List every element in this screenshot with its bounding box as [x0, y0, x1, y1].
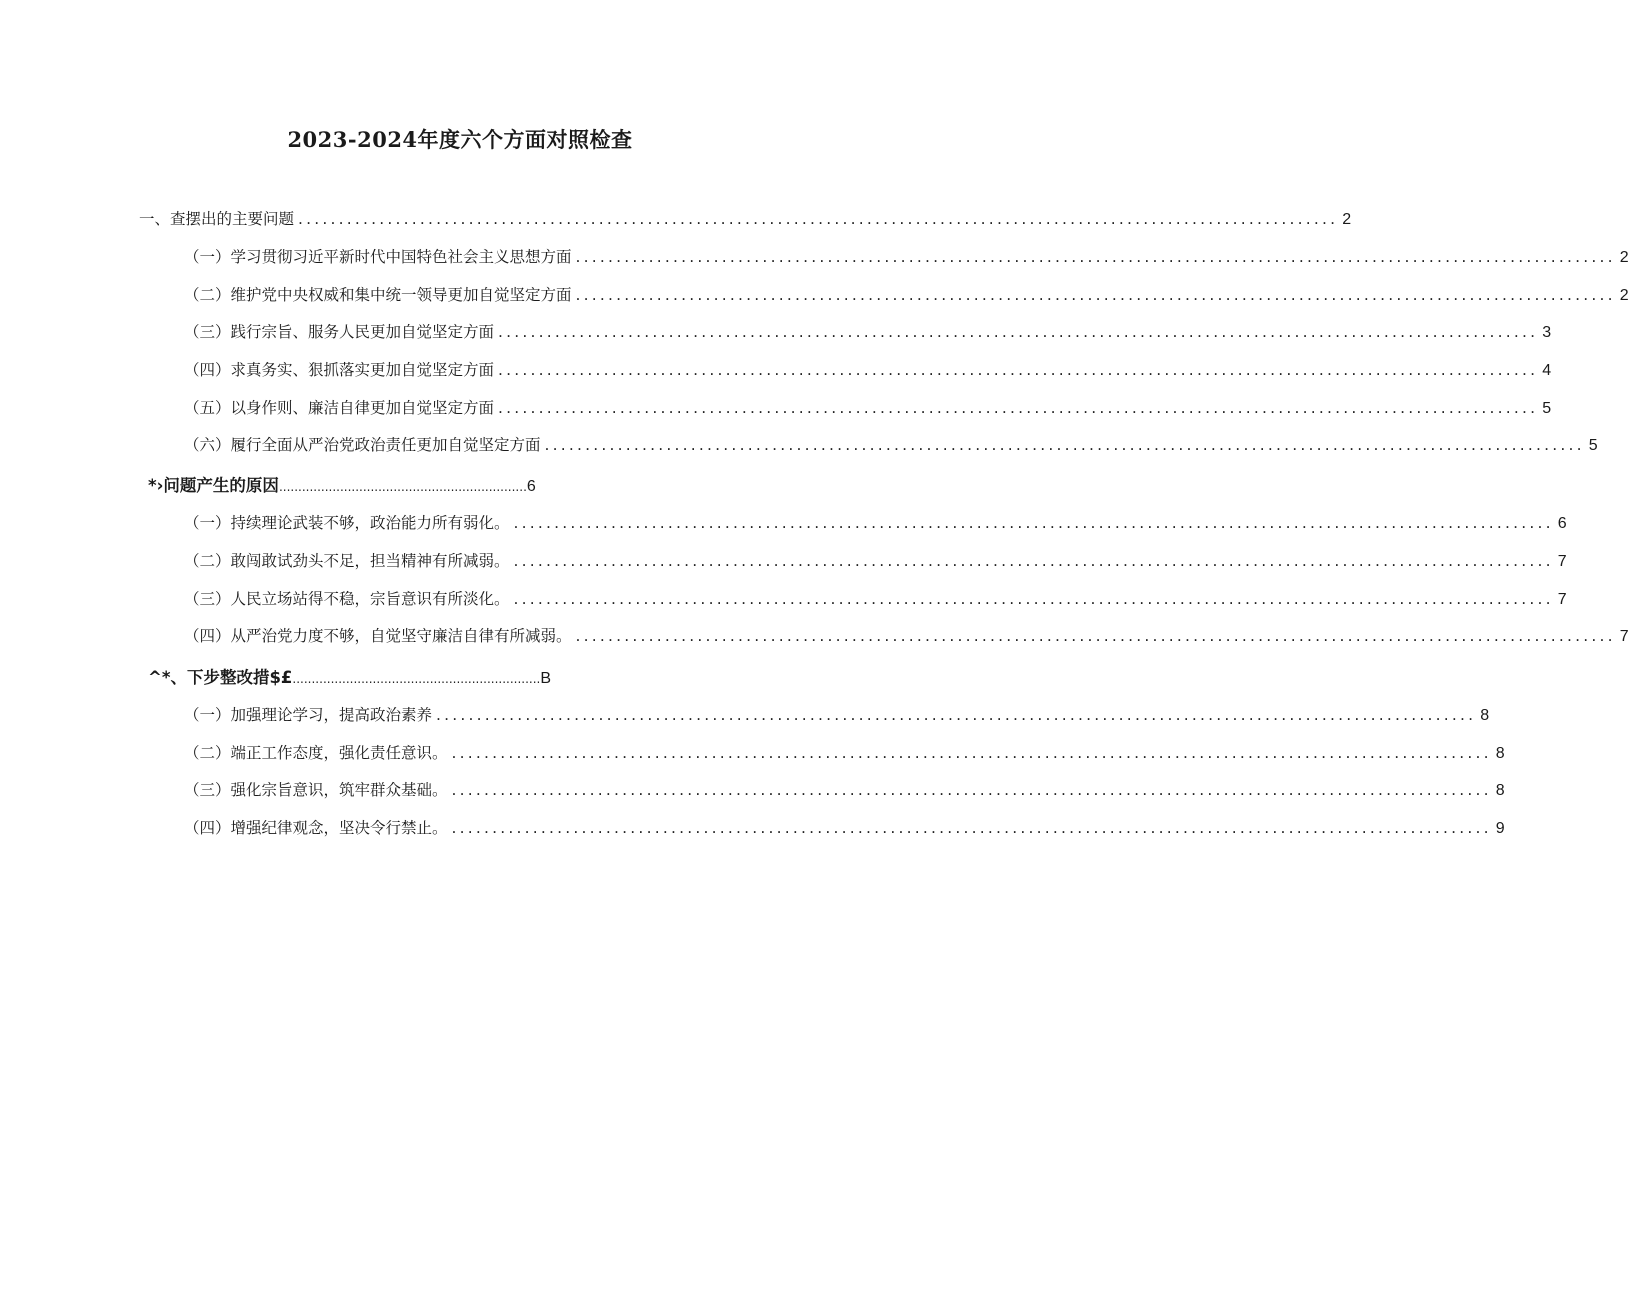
toc-page-number: 7: [1619, 628, 1629, 645]
toc-leader-dots: ................................................................................................................................: [451, 781, 1492, 799]
toc-leader-dots: ................................................................................................................................: [451, 744, 1492, 762]
page-title: 2023-2024年度六个方面对照检查: [287, 127, 633, 152]
toc-page-number: 6: [526, 478, 536, 495]
toc-leader-dots: .................................................................: [278, 480, 527, 494]
toc-leader-dots: ................................................................................................................................: [575, 286, 1616, 304]
toc-page-number: 5: [1542, 400, 1552, 417]
toc-leader-dots: ................................................................................................................................: [575, 627, 1616, 645]
toc-page-number: 7: [1557, 553, 1567, 570]
toc-entry-label: ^*、下步整改措$£: [148, 668, 293, 687]
toc-entry[interactable]: [184, 320, 1552, 342]
toc-page-number: 5: [1588, 437, 1598, 454]
toc-page-number: B: [540, 670, 552, 687]
toc-page-number: 2: [1342, 211, 1352, 228]
toc-entry[interactable]: [148, 664, 560, 688]
toc-entry[interactable]: [148, 472, 568, 496]
toc-leader-dots: ................................................................................................................................: [575, 248, 1616, 266]
toc-page-number: 4: [1542, 362, 1552, 379]
toc-leader-dots: ................................................................................................................................: [451, 819, 1492, 837]
toc-leader-dots: ................................................................................................................................: [298, 210, 1339, 228]
toc-entry-label: （四）求真务实、狠抓落实更加自觉坚定方面: [184, 361, 495, 379]
toc-entry-label: （二）敢闯敢试劲头不足，担当精神有所减弱。: [184, 552, 510, 570]
toc-leader-dots: ................................................................................................................................: [513, 590, 1554, 608]
toc-entry-label: （二）维护党中央权威和集中统一领导更加自觉坚定方面: [184, 286, 572, 304]
toc-entry-label: （四）从严治党力度不够，自觉坚守廉洁自律有所减弱。: [184, 627, 572, 645]
toc-entry-label: （五）以身作则、廉洁自律更加自觉坚定方面: [184, 399, 495, 417]
toc-entry[interactable]: [184, 358, 1552, 380]
toc-entry[interactable]: [184, 433, 1598, 455]
toc-entry-label: （六）履行全面从严治党政治责任更加自觉坚定方面: [184, 436, 541, 454]
toc-leader-dots: .................................................................: [292, 672, 541, 686]
toc-entry-label: （一）加强理论学习，提高政治素养: [184, 706, 433, 724]
toc-entry-label: *›问题产生的原因: [148, 476, 279, 495]
toc-entry-label: （三）强化宗旨意识，筑牢群众基础。: [184, 781, 448, 799]
toc-entry[interactable]: [139, 207, 1352, 229]
toc-entry-label: （二）端正工作态度，强化责任意识。: [184, 744, 448, 762]
toc-entry-label: （一）学习贯彻习近平新时代中国特色社会主义思想方面: [184, 248, 572, 266]
toc-page-number: 8: [1495, 782, 1505, 799]
toc-leader-dots: ................................................................................................................................: [513, 552, 1554, 570]
toc-leader-dots: ................................................................................................................................: [498, 323, 1539, 341]
toc-entry-label: 一、查摆出的主要问题: [139, 210, 295, 228]
toc-entry[interactable]: [184, 741, 1505, 763]
toc-page-number: 9: [1495, 820, 1505, 837]
toc-page-number: 6: [1557, 515, 1567, 532]
toc-page-number: 3: [1542, 324, 1552, 341]
toc-entry-label: （三）践行宗旨、服务人民更加自觉坚定方面: [184, 323, 495, 341]
toc-leader-dots: ................................................................................................................................: [498, 361, 1539, 379]
toc-page-number: 2: [1619, 249, 1629, 266]
toc-entry[interactable]: [184, 624, 1629, 646]
toc-leader-dots: ................................................................................................................................: [544, 436, 1585, 454]
toc-leader-dots: ................................................................................................................................: [498, 399, 1539, 417]
toc-entry[interactable]: [184, 396, 1552, 418]
toc-page-number: 8: [1480, 707, 1490, 724]
toc-entry[interactable]: [184, 587, 1567, 609]
toc-entry-label: （四）增强纪律观念，坚决令行禁止。: [184, 819, 448, 837]
toc-entry[interactable]: [184, 816, 1505, 838]
toc-leader-dots: ................................................................................................................................: [513, 514, 1554, 532]
toc-entry[interactable]: [184, 549, 1567, 571]
toc-entry[interactable]: [184, 283, 1629, 305]
toc-entry-label: （三）人民立场站得不稳，宗旨意识有所淡化。: [184, 590, 510, 608]
toc-entry[interactable]: [184, 778, 1505, 800]
toc-page-number: 8: [1495, 745, 1505, 762]
toc-entry[interactable]: [184, 511, 1567, 533]
toc-entry[interactable]: [184, 245, 1629, 267]
toc-entry-label: （一）持续理论武装不够，政治能力所有弱化。: [184, 514, 510, 532]
toc-page-number: 2: [1619, 287, 1629, 304]
toc-page-number: 7: [1557, 591, 1567, 608]
toc-entry[interactable]: [184, 703, 1490, 725]
toc-leader-dots: ................................................................................................................................: [436, 706, 1477, 724]
